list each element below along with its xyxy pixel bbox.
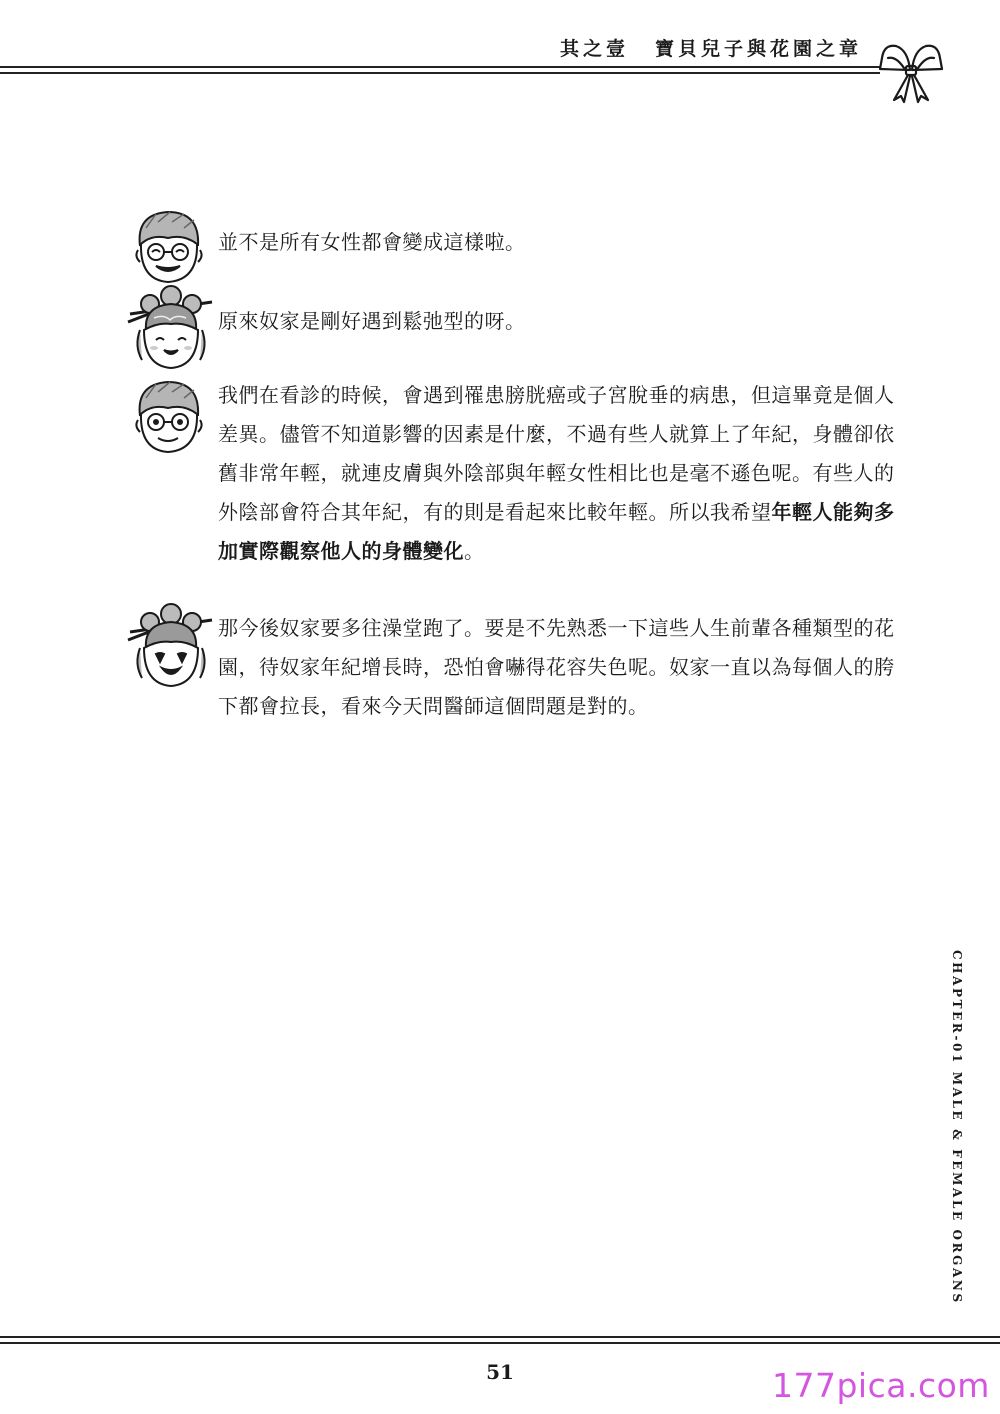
footer-rule-bottom [0, 1342, 1000, 1344]
dialogue-text: 那今後奴家要多往澡堂跑了。要是不先熟悉一下這些人生前輩各種類型的花園，待奴家年紀增長時，恐怕會嚇得花容失色呢。奴家一直以為每個人的胯下都會拉長，看來今天問醫師這個問題是對的。 [218, 616, 895, 718]
dialogue-text: 原來奴家是剛好遇到鬆弛型的呀。 [218, 309, 526, 333]
dialogue-line-4 [218, 609, 900, 726]
emphasis-text: 年輕人能夠多加實際觀察他人的身體變化 [218, 500, 895, 563]
header-rule-top [0, 66, 880, 68]
dialogue-line-1 [218, 223, 900, 262]
geisha-avatar [124, 602, 218, 696]
doctor-avatar [128, 376, 210, 458]
dialogue-text: 。 [464, 539, 485, 563]
chapter-title: 寶貝兒子與花園之章 [654, 38, 862, 60]
geisha-avatar [124, 284, 218, 378]
dialogue-text: 我們在看診的時候，會遇到罹患膀胱癌或子宮脫垂的病患，但這畢竟是個人差異。儘管不知道影響的因素是什麼，不過有些人就算上了年紀，身體卻依舊非常年輕，就連皮膚與外陰部與年輕女性相比也是毫不遜色呢。有些人的外陰部會符合其年紀，有的則是看起來比較年輕。所以我希望 [218, 383, 895, 524]
footer-rule-top [0, 1336, 1000, 1338]
ribbon-bow-icon [874, 36, 948, 106]
doctor-avatar [128, 206, 210, 288]
dialogue-line-2 [218, 302, 900, 341]
dialogue-line-3 [218, 376, 900, 571]
chapter-header [560, 34, 862, 61]
page-number: 51 [486, 1360, 514, 1384]
chapter-side-label: CHAPTER-01 MALE & FEMALE ORGANS [950, 950, 964, 1305]
watermark-text: 177pica.com [772, 1366, 990, 1405]
dialogue-text: 並不是所有女性都會變成這樣啦。 [218, 230, 526, 254]
header-rule-bottom [0, 72, 880, 74]
chapter-label: 其之壹 [559, 38, 629, 60]
